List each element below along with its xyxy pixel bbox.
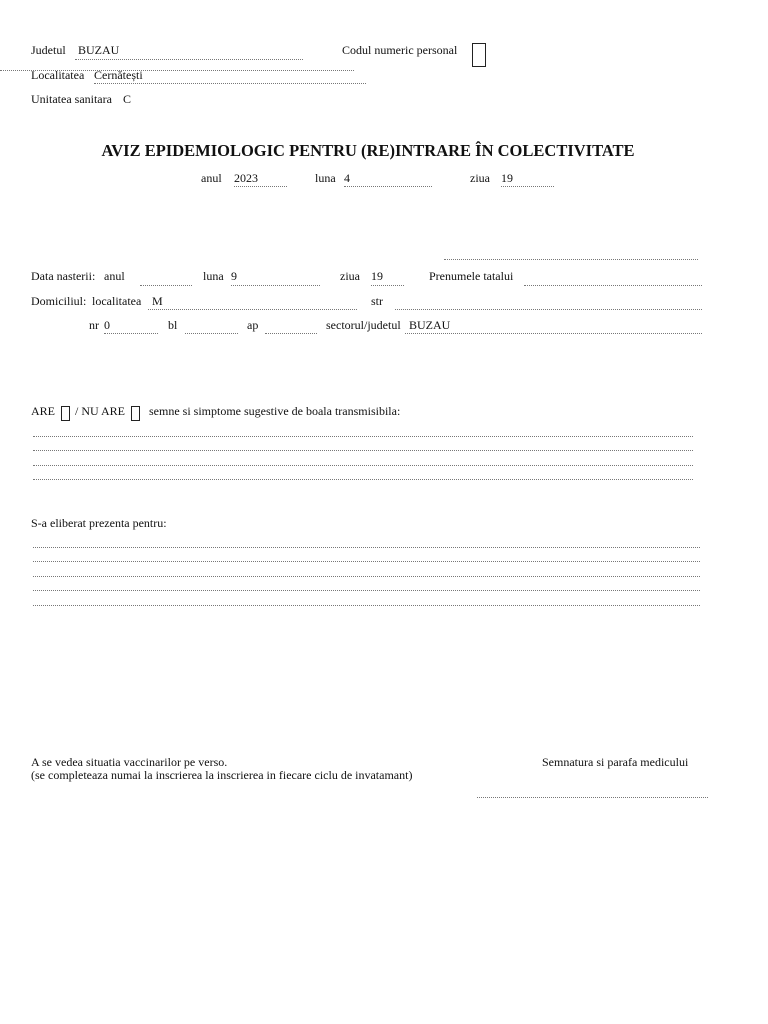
domiciliu-str-dotted-line[interactable] [395,309,702,310]
nr-label: nr [89,318,99,332]
sector-value[interactable]: BUZAU [409,318,451,332]
birth-luna-label: luna [203,269,224,283]
symptoms-line-2[interactable] [33,450,693,451]
issue-luna-value[interactable]: 4 [344,171,350,185]
prenume-tatalui-label: Prenumele tatalui [429,269,514,283]
bl-dotted-line[interactable] [185,333,238,334]
signature-label: Semnatura si parafa medicului [542,755,689,769]
birth-luna-dotted-line [231,285,320,286]
birth-luna-value[interactable]: 9 [231,269,237,283]
nu-are-checkbox[interactable] [131,406,140,421]
purpose-line-1[interactable] [33,547,700,548]
symptoms-line-3[interactable] [33,465,693,466]
purpose-label: S-a eliberat prezenta pentru: [31,516,167,530]
issue-anul-dotted-line [234,186,287,187]
birth-anul-dotted-line [140,285,192,286]
symptoms-text: semne si simptome sugestive de boala transmisibila: [149,404,401,418]
nr-dotted-line [104,333,158,334]
issue-ziua-label: ziua [470,171,490,185]
domiciliu-localitatea-label: localitatea [92,294,142,308]
are-checkbox[interactable] [61,406,70,421]
birth-label: Data nasterii: [31,269,96,283]
symptoms-line-1[interactable] [33,436,693,437]
issue-ziua-dotted-line [501,186,554,187]
birth-ziua-dotted-line [371,285,404,286]
localitatea-dotted-line [94,83,366,84]
judetul-dotted-line [75,59,303,60]
sector-label: sectorul/judetul [326,318,401,332]
localitatea-value[interactable]: Cernătești [94,68,143,82]
issue-ziua-value[interactable]: 19 [501,171,513,185]
issue-anul-label: anul [201,171,222,185]
purpose-line-2[interactable] [33,561,700,562]
birth-anul-label: anul [104,269,125,283]
document-title: AVIZ EPIDEMIOLOGIC PENTRU (RE)INTRARE ÎN COLECTIVITATE [101,141,635,160]
cnp-label: Codul numeric personal [342,43,458,57]
domiciliu-str-label: str [371,294,383,308]
ap-dotted-line[interactable] [265,333,317,334]
name-dotted-line [444,259,698,260]
prenume-tatalui-dotted-line[interactable] [524,285,702,286]
bl-label: bl [168,318,178,332]
unitatea-value[interactable]: C [123,92,132,106]
localitatea-label: Localitatea [31,68,85,82]
completion-note: (se completeaza numai la inscrierea la inscrierea in fiecare ciclu de invatamant) [31,768,413,782]
nr-value[interactable]: 0 [104,318,110,332]
domiciliu-label: Domiciliul: [31,294,87,308]
birth-ziua-label: ziua [340,269,360,283]
vaccination-note: A se vedea situatia vaccinarilor pe verso. [31,755,228,769]
issue-luna-label: luna [315,171,336,185]
ap-label: ap [247,318,259,332]
issue-anul-value[interactable]: 2023 [234,171,258,185]
nu-are-label: / NU ARE [75,404,126,418]
purpose-line-4[interactable] [33,590,700,591]
are-label: ARE [31,404,55,418]
cnp-field[interactable] [472,43,486,67]
sector-dotted-line [405,333,702,334]
issue-luna-dotted-line [344,186,432,187]
domiciliu-localitatea-value[interactable]: M [152,294,163,308]
unitatea-label: Unitatea sanitara [31,92,112,106]
signature-dotted-line[interactable] [477,797,708,798]
domiciliu-localitatea-dotted-line [148,309,357,310]
judetul-label: Judetul [31,43,66,57]
birth-ziua-value[interactable]: 19 [371,269,383,283]
purpose-line-5[interactable] [33,605,700,606]
judetul-value[interactable]: BUZAU [78,43,120,57]
symptoms-line-4[interactable] [33,479,693,480]
purpose-line-3[interactable] [33,576,700,577]
